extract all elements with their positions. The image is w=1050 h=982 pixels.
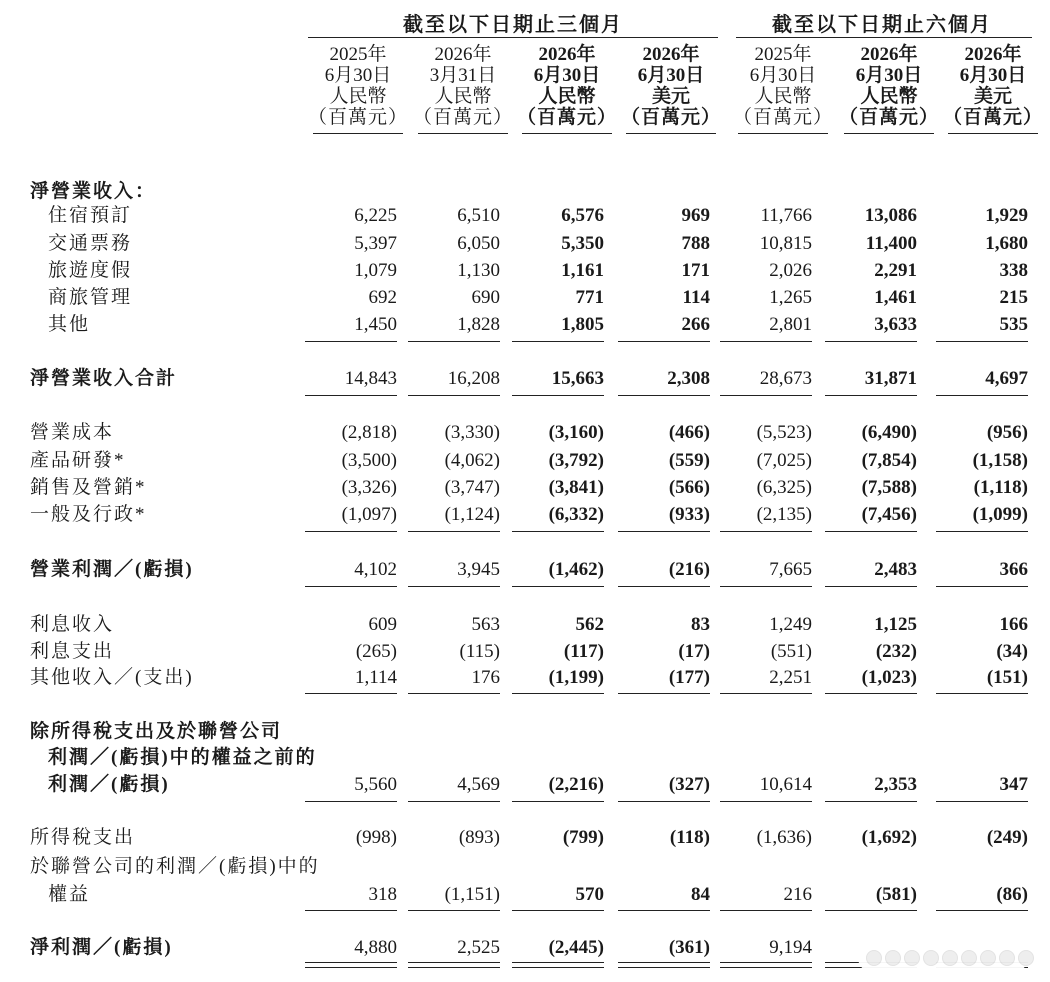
watermark-dot-icon	[904, 950, 920, 966]
column-header-year: 2026年	[434, 44, 492, 65]
table-cell: (3,326)	[341, 477, 397, 498]
column-header-year: 2025年	[329, 44, 387, 65]
table-cell: 692	[368, 287, 397, 308]
table-cell: (151)	[986, 667, 1028, 688]
table-cell: 2,353	[874, 774, 917, 795]
row-label: 所得稅支出	[30, 827, 136, 848]
column-header	[940, 44, 1046, 128]
table-cell: 338	[999, 260, 1028, 281]
table-cell: (3,792)	[548, 450, 604, 471]
table-cell: 1,265	[769, 287, 812, 308]
watermark-dot-icon	[942, 950, 958, 966]
subtotal-rule	[936, 693, 1028, 694]
table-cell: 2,291	[874, 260, 917, 281]
table-row	[0, 826, 1050, 852]
table-cell: (3,747)	[444, 477, 500, 498]
row-label: 交通票務	[48, 233, 133, 254]
subtotal-rule	[618, 586, 710, 587]
subtotal-rule	[408, 341, 500, 342]
column-header	[305, 44, 411, 128]
row-label: 淨營業收入：	[30, 181, 157, 202]
table-row	[0, 503, 1050, 529]
subtotal-rule	[305, 910, 397, 911]
table-cell: 5,350	[561, 233, 604, 254]
table-cell: (6,325)	[756, 477, 812, 498]
row-label: 利息支出	[30, 641, 115, 662]
column-header-underline	[418, 133, 508, 134]
subtotal-rule	[618, 531, 710, 532]
column-header	[730, 44, 836, 128]
table-cell: (2,445)	[548, 937, 604, 958]
table-cell: (361)	[668, 937, 710, 958]
table-cell: (6,490)	[861, 422, 917, 443]
table-row	[0, 421, 1050, 447]
table-cell: (249)	[986, 827, 1028, 848]
table-cell: 1,805	[561, 314, 604, 335]
subtotal-rule	[825, 586, 917, 587]
table-cell: 1,249	[769, 614, 812, 635]
table-cell: (86)	[996, 884, 1028, 905]
subtotal-rule	[512, 395, 604, 396]
subtotal-rule	[512, 910, 604, 911]
table-cell: 563	[471, 614, 500, 635]
table-row	[0, 367, 1050, 393]
table-cell: 84	[691, 884, 710, 905]
column-header-unit: （百萬元）	[732, 107, 833, 128]
table-cell: (466)	[668, 422, 710, 443]
table-cell: 1,461	[874, 287, 917, 308]
table-cell: 2,026	[769, 260, 812, 281]
column-header-unit: （百萬元）	[307, 107, 408, 128]
table-cell: 347	[999, 774, 1028, 795]
row-label: 權益	[48, 884, 91, 905]
table-cell: (1,636)	[756, 827, 812, 848]
table-cell: (1,124)	[444, 504, 500, 525]
watermark-dot-icon	[961, 950, 977, 966]
subtotal-rule	[936, 395, 1028, 396]
table-cell: (2,818)	[341, 422, 397, 443]
table-cell: (559)	[668, 450, 710, 471]
column-header-underline	[738, 133, 828, 134]
column-header-underline	[948, 133, 1038, 134]
table-cell: 5,560	[354, 774, 397, 795]
subtotal-rule	[825, 341, 917, 342]
six-months-header: 截至以下日期止六個月	[772, 14, 992, 36]
table-cell: (1,158)	[972, 450, 1028, 471]
table-cell: (893)	[458, 827, 500, 848]
subtotal-rule	[618, 395, 710, 396]
table-cell: 771	[575, 287, 604, 308]
table-cell: 215	[999, 287, 1028, 308]
table-cell: (1,199)	[548, 667, 604, 688]
column-header-date: 6月30日	[749, 65, 817, 86]
six-months-underline	[736, 37, 1032, 38]
table-cell: (1,151)	[444, 884, 500, 905]
row-label: 一般及行政*	[30, 504, 147, 525]
table-cell: 2,308	[667, 368, 710, 389]
subtotal-rule	[408, 586, 500, 587]
double-underline	[305, 962, 397, 968]
row-label: 於聯營公司的利潤／(虧損)中的	[30, 856, 320, 877]
subtotal-rule	[408, 801, 500, 802]
table-cell: 10,815	[759, 233, 812, 254]
table-cell: 216	[783, 884, 812, 905]
table-cell: 15,663	[551, 368, 604, 389]
table-cell: 1,450	[354, 314, 397, 335]
column-header-currency: 人民幣	[538, 86, 596, 107]
table-cell: (1,118)	[973, 477, 1028, 498]
table-cell: 570	[575, 884, 604, 905]
watermark-dot-icon	[885, 950, 901, 966]
column-header-date: 6月30日	[959, 65, 1027, 86]
subtotal-rule	[825, 395, 917, 396]
table-cell: (1,692)	[861, 827, 917, 848]
table-row	[0, 204, 1050, 230]
column-header	[514, 44, 620, 128]
subtotal-rule	[936, 531, 1028, 532]
row-label: 淨利潤／(虧損)	[30, 937, 173, 958]
table-row	[0, 449, 1050, 475]
subtotal-rule	[618, 801, 710, 802]
table-cell: 1,130	[457, 260, 500, 281]
three-months-header: 截至以下日期止三個月	[403, 14, 623, 36]
table-cell: 690	[471, 287, 500, 308]
subtotal-rule	[618, 693, 710, 694]
table-cell: 788	[681, 233, 710, 254]
table-cell: 4,569	[457, 774, 500, 795]
table-cell: 11,766	[760, 205, 812, 226]
table-cell: (327)	[668, 774, 710, 795]
table-cell: 10,614	[759, 774, 812, 795]
subtotal-rule	[305, 341, 397, 342]
table-cell: 171	[681, 260, 710, 281]
column-header-unit: （百萬元）	[620, 107, 721, 128]
table-row	[0, 883, 1050, 909]
table-cell: (566)	[668, 477, 710, 498]
row-label: 利潤／(虧損)	[48, 774, 170, 795]
column-header-year: 2026年	[860, 44, 918, 65]
subtotal-rule	[408, 693, 500, 694]
subtotal-rule	[825, 801, 917, 802]
table-cell: 6,576	[561, 205, 604, 226]
subtotal-rule	[305, 693, 397, 694]
table-cell: (3,500)	[341, 450, 397, 471]
table-cell: (799)	[562, 827, 604, 848]
table-cell: (956)	[986, 422, 1028, 443]
subtotal-rule	[720, 586, 812, 587]
three-months-underline	[308, 37, 718, 38]
column-header	[410, 44, 516, 128]
subtotal-rule	[720, 910, 812, 911]
table-cell: 2,483	[874, 559, 917, 580]
table-cell: 176	[471, 667, 500, 688]
table-cell: 6,050	[457, 233, 500, 254]
table-row	[0, 259, 1050, 285]
subtotal-rule	[305, 395, 397, 396]
table-cell: (2,216)	[548, 774, 604, 795]
subtotal-rule	[512, 693, 604, 694]
subtotal-rule	[305, 801, 397, 802]
table-row	[0, 773, 1050, 799]
table-cell: 1,828	[457, 314, 500, 335]
table-cell: 9,194	[769, 937, 812, 958]
table-cell: (7,854)	[861, 450, 917, 471]
table-cell: (551)	[770, 641, 812, 662]
row-label: 其他	[48, 314, 91, 335]
subtotal-rule	[825, 910, 917, 911]
table-cell: 4,697	[985, 368, 1028, 389]
row-label: 淨營業收入合計	[30, 368, 178, 389]
double-underline	[408, 962, 500, 968]
table-cell: 114	[682, 287, 710, 308]
table-cell: (1,462)	[548, 559, 604, 580]
watermark-dot-icon	[1018, 950, 1034, 966]
table-cell: 1,929	[985, 205, 1028, 226]
watermark-dot-icon	[980, 950, 996, 966]
table-cell: (2,135)	[756, 504, 812, 525]
row-label: 營業利潤／(虧損)	[30, 559, 194, 580]
subtotal-rule	[408, 395, 500, 396]
table-cell: 535	[999, 314, 1028, 335]
table-cell: 4,102	[354, 559, 397, 580]
table-cell: 14,843	[344, 368, 397, 389]
column-header-underline	[522, 133, 612, 134]
watermark-dot-icon	[923, 950, 939, 966]
column-header-date: 6月30日	[533, 65, 601, 86]
column-header-unit: （百萬元）	[942, 107, 1043, 128]
row-label: 利潤／(虧損)中的權益之前的	[48, 747, 317, 768]
table-cell: (4,062)	[444, 450, 500, 471]
column-header-underline	[626, 133, 716, 134]
table-cell: (1,097)	[341, 504, 397, 525]
double-underline	[512, 962, 604, 968]
table-cell: (115)	[459, 641, 500, 662]
column-header-year: 2026年	[964, 44, 1022, 65]
table-row	[0, 286, 1050, 312]
table-cell: 11,400	[865, 233, 917, 254]
table-cell: (3,330)	[444, 422, 500, 443]
table-cell: 31,871	[864, 368, 917, 389]
table-cell: 28,673	[759, 368, 812, 389]
column-header	[836, 44, 942, 128]
table-cell: (1,023)	[861, 667, 917, 688]
table-cell: (933)	[668, 504, 710, 525]
table-cell: (17)	[678, 641, 710, 662]
table-cell: 6,225	[354, 205, 397, 226]
table-row	[0, 613, 1050, 639]
table-cell: (265)	[355, 641, 397, 662]
table-cell: 366	[999, 559, 1028, 580]
table-cell: 1,161	[561, 260, 604, 281]
table-cell: 1,114	[354, 667, 397, 688]
column-header-date: 6月30日	[324, 65, 392, 86]
column-header-unit: （百萬元）	[412, 107, 513, 128]
subtotal-rule	[720, 693, 812, 694]
subtotal-rule	[618, 910, 710, 911]
table-cell: 969	[681, 205, 710, 226]
table-cell: 2,251	[769, 667, 812, 688]
table-cell: (7,025)	[756, 450, 812, 471]
table-cell: 166	[999, 614, 1028, 635]
column-header-year: 2026年	[538, 44, 596, 65]
table-cell: 83	[691, 614, 710, 635]
subtotal-rule	[512, 801, 604, 802]
subtotal-rule	[936, 586, 1028, 587]
table-row	[0, 232, 1050, 258]
double-underline	[720, 962, 812, 968]
row-label: 銷售及營銷*	[30, 477, 147, 498]
table-cell: (998)	[355, 827, 397, 848]
watermark-dot-icon	[999, 950, 1015, 966]
subtotal-rule	[720, 801, 812, 802]
double-underline	[618, 962, 710, 968]
table-row	[0, 855, 1050, 881]
table-cell: 562	[575, 614, 604, 635]
table-cell: 13,086	[864, 205, 917, 226]
column-header-currency: 人民幣	[329, 86, 387, 107]
table-row	[0, 666, 1050, 692]
table-row	[0, 180, 1050, 206]
table-row	[0, 476, 1050, 502]
table-row	[0, 558, 1050, 584]
column-header-currency: 美元	[651, 86, 690, 107]
table-cell: (34)	[996, 641, 1028, 662]
column-header-unit: （百萬元）	[838, 107, 939, 128]
table-row	[0, 313, 1050, 339]
table-cell: 16,208	[447, 368, 500, 389]
table-cell: 318	[368, 884, 397, 905]
table-cell: (3,841)	[548, 477, 604, 498]
row-label: 利息收入	[30, 614, 115, 635]
table-cell: (3,160)	[548, 422, 604, 443]
row-label: 營業成本	[30, 422, 115, 443]
column-header-unit: （百萬元）	[516, 107, 617, 128]
table-cell: (6,332)	[548, 504, 604, 525]
column-header-currency: 人民幣	[754, 86, 812, 107]
row-label: 產品研發*	[30, 450, 126, 471]
column-header-currency: 美元	[973, 86, 1012, 107]
subtotal-rule	[720, 395, 812, 396]
column-header-underline	[313, 133, 403, 134]
subtotal-rule	[305, 531, 397, 532]
subtotal-rule	[618, 341, 710, 342]
subtotal-rule	[720, 341, 812, 342]
table-cell: 609	[368, 614, 397, 635]
table-cell: (117)	[563, 641, 604, 662]
subtotal-rule	[720, 531, 812, 532]
table-cell: (177)	[668, 667, 710, 688]
subtotal-rule	[408, 531, 500, 532]
column-header-date: 3月31日	[429, 65, 497, 86]
table-cell: (118)	[669, 827, 710, 848]
table-cell: 266	[681, 314, 710, 335]
subtotal-rule	[512, 341, 604, 342]
column-header-currency: 人民幣	[860, 86, 918, 107]
subtotal-rule	[305, 586, 397, 587]
table-cell: (581)	[875, 884, 917, 905]
table-cell: 7,665	[769, 559, 812, 580]
column-header-currency: 人民幣	[434, 86, 492, 107]
table-row	[0, 640, 1050, 666]
table-cell: 1,680	[985, 233, 1028, 254]
table-cell: (1,099)	[972, 504, 1028, 525]
table-cell: 1,125	[874, 614, 917, 635]
column-header-date: 6月30日	[855, 65, 923, 86]
subtotal-rule	[512, 586, 604, 587]
column-header-year: 2026年	[642, 44, 700, 65]
subtotal-rule	[825, 531, 917, 532]
row-label: 旅遊度假	[48, 260, 133, 281]
row-label: 商旅管理	[48, 287, 133, 308]
table-cell: 3,633	[874, 314, 917, 335]
table-cell: (216)	[668, 559, 710, 580]
subtotal-rule	[408, 910, 500, 911]
row-label: 其他收入／(支出)	[30, 667, 194, 688]
table-cell: (7,456)	[861, 504, 917, 525]
subtotal-rule	[936, 910, 1028, 911]
table-cell: 2,801	[769, 314, 812, 335]
watermark-overlay	[858, 944, 1028, 972]
table-cell: (232)	[875, 641, 917, 662]
column-header-underline	[844, 133, 934, 134]
table-row	[0, 746, 1050, 772]
column-header-date: 6月30日	[637, 65, 705, 86]
table-cell: 4,880	[354, 937, 397, 958]
watermark-dot-icon	[866, 950, 882, 966]
table-row	[0, 720, 1050, 746]
column-header	[618, 44, 724, 128]
column-header-year: 2025年	[754, 44, 812, 65]
table-cell: (7,588)	[861, 477, 917, 498]
subtotal-rule	[825, 693, 917, 694]
table-cell: 1,079	[354, 260, 397, 281]
row-label: 住宿預訂	[48, 205, 133, 226]
table-cell: 5,397	[354, 233, 397, 254]
table-cell: (5,523)	[756, 422, 812, 443]
table-cell: 2,525	[457, 937, 500, 958]
subtotal-rule	[936, 801, 1028, 802]
subtotal-rule	[936, 341, 1028, 342]
table-cell: 6,510	[457, 205, 500, 226]
subtotal-rule	[512, 531, 604, 532]
row-label: 除所得稅支出及於聯營公司	[30, 721, 283, 742]
table-cell: 3,945	[457, 559, 500, 580]
